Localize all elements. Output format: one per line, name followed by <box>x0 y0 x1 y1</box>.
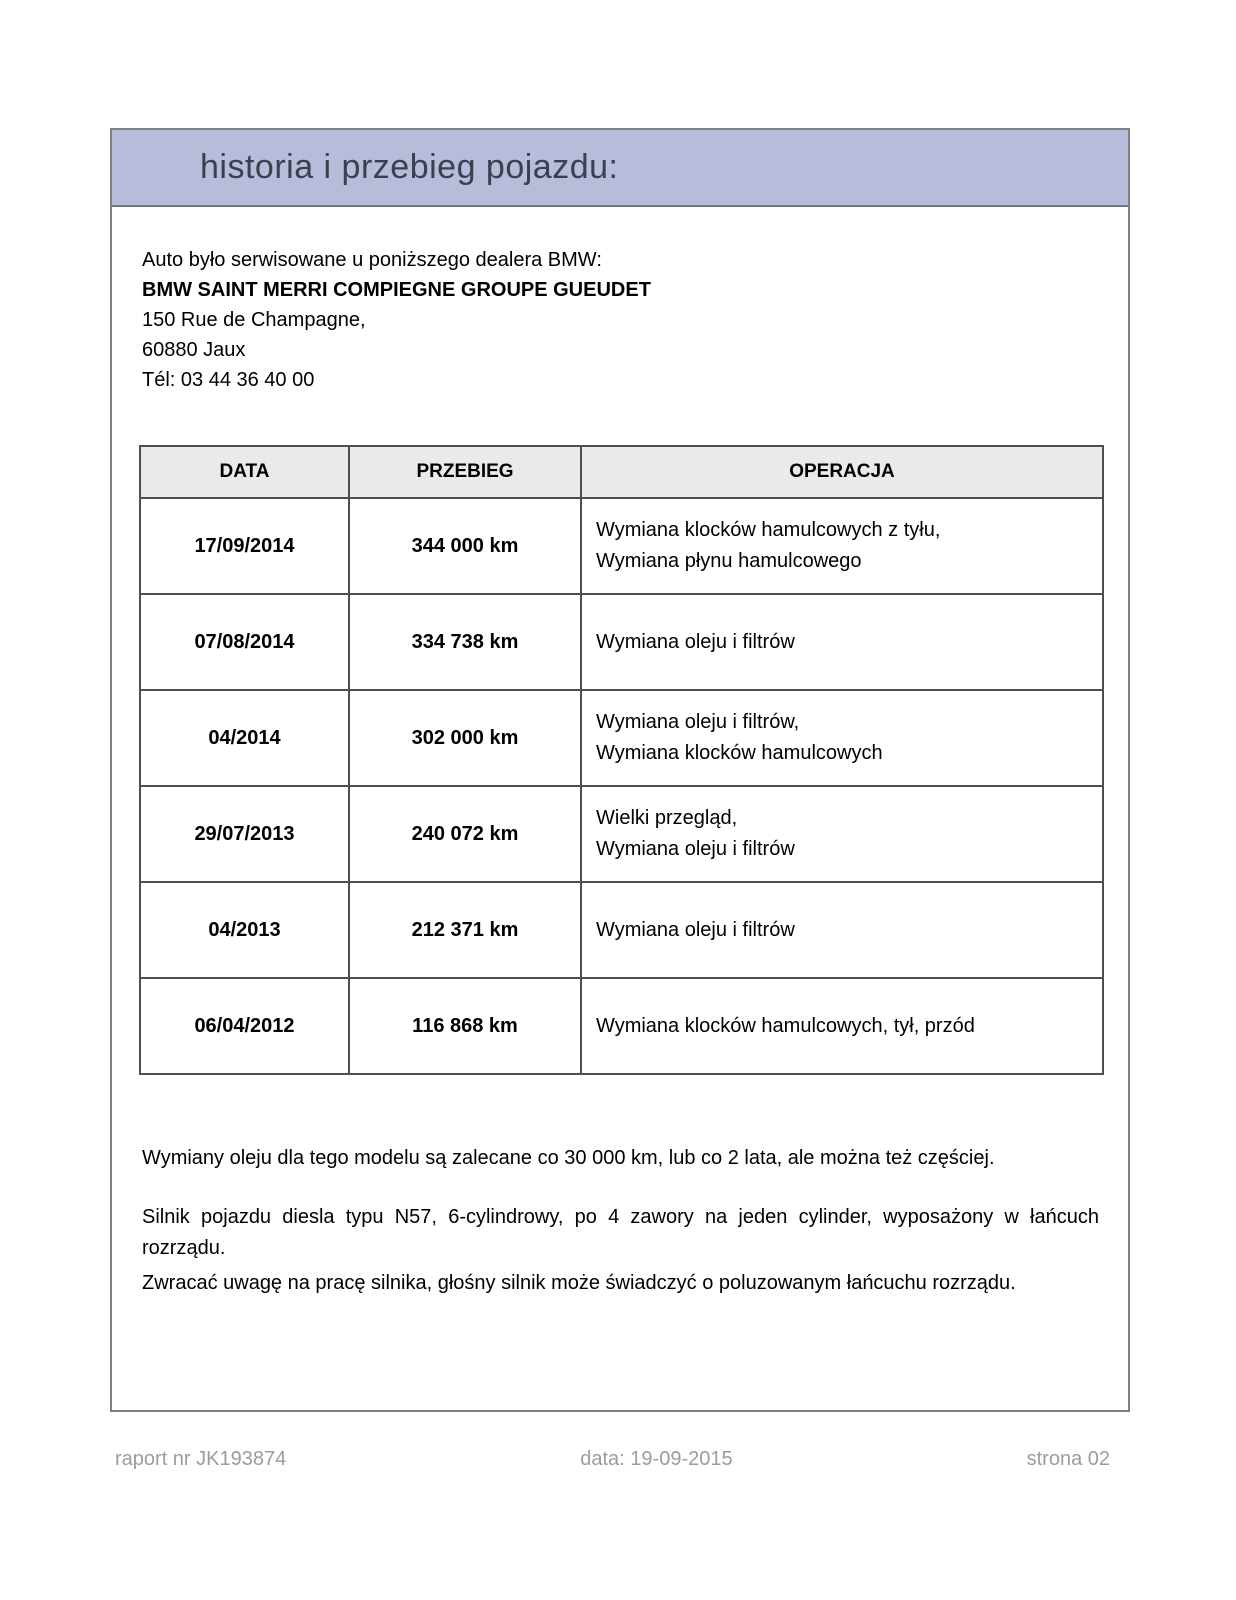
table-row <box>140 978 1103 1074</box>
operation-line: Wymiana oleju i filtrów <box>596 630 795 653</box>
notes-block <box>142 1143 1099 1299</box>
note-oil-interval: Wymiany oleju dla tego modelu są zalecane co 30 000 km, lub co 2 lata, ale można też częściej. <box>142 1147 995 1169</box>
footer-report-number: raport nr JK193874 <box>115 1448 287 1470</box>
page-title: historia i przebieg pojazdu: <box>200 148 619 186</box>
dealer-intro-line: Auto było serwisowane u poniższego dealera BMW: <box>142 249 602 271</box>
dealer-info-block <box>142 245 1128 395</box>
table-header-row <box>140 446 1103 498</box>
mileage-cell: 212 371 km <box>349 882 581 978</box>
operation-line: Wymiana klocków hamulcowych <box>596 742 883 764</box>
table-row <box>140 786 1103 882</box>
date-cell: 07/08/2014 <box>140 594 349 690</box>
operation-cell <box>581 690 1103 786</box>
dealer-phone: Tél: 03 44 36 40 00 <box>142 369 315 391</box>
column-header-date: DATA <box>140 446 349 498</box>
note-engine-type: Silnik pojazdu diesla typu N57, 6-cylindrowy, po 4 zawory na jeden cylinder, wyposażony w łańcuch rozrządu. <box>142 1206 1099 1259</box>
operation-line: Wielki przegląd, <box>596 807 738 829</box>
report-content-box <box>110 128 1130 1412</box>
operation-cell <box>581 786 1103 882</box>
mileage-cell: 240 072 km <box>349 786 581 882</box>
operation-cell <box>581 978 1103 1074</box>
mileage-cell: 302 000 km <box>349 690 581 786</box>
mileage-cell: 344 000 km <box>349 498 581 594</box>
column-header-mileage: PRZEBIEG <box>349 446 581 498</box>
date-cell: 04/2013 <box>140 882 349 978</box>
mileage-cell: 116 868 km <box>349 978 581 1074</box>
section-banner <box>112 130 1128 207</box>
operation-line: Wymiana klocków hamulcowych z tyłu, <box>596 519 941 541</box>
operation-line: Wymiana oleju i filtrów <box>596 918 795 941</box>
table-row <box>140 690 1103 786</box>
table-row <box>140 498 1103 594</box>
dealer-address-line1: 150 Rue de Champagne, <box>142 309 366 331</box>
page-footer <box>115 1448 1110 1471</box>
mileage-cell: 334 738 km <box>349 594 581 690</box>
dealer-address-line2: 60880 Jaux <box>142 339 246 361</box>
operation-line: Wymiana płynu hamulcowego <box>596 550 862 572</box>
footer-date: data: 19-09-2015 <box>580 1448 733 1470</box>
date-cell: 29/07/2013 <box>140 786 349 882</box>
operation-line: Wymiana oleju i filtrów, <box>596 711 800 733</box>
operation-line: Wymiana klocków hamulcowych, tył, przód <box>596 1014 975 1037</box>
dealer-name: BMW SAINT MERRI COMPIEGNE GROUPE GUEUDET <box>142 279 651 301</box>
date-cell: 04/2014 <box>140 690 349 786</box>
table-row <box>140 882 1103 978</box>
operation-cell <box>581 594 1103 690</box>
history-table-body <box>140 498 1103 1074</box>
table-row <box>140 594 1103 690</box>
date-cell: 17/09/2014 <box>140 498 349 594</box>
column-header-operation: OPERACJA <box>581 446 1103 498</box>
date-cell: 06/04/2012 <box>140 978 349 1074</box>
footer-page-number: strona 02 <box>1026 1448 1110 1470</box>
service-history-table <box>139 445 1104 1075</box>
operation-cell <box>581 882 1103 978</box>
note-engine-warning: Zwracać uwagę na pracę silnika, głośny silnik może świadczyć o poluzowanym łańcuchu rozrządu. <box>142 1272 1016 1294</box>
operation-cell <box>581 498 1103 594</box>
operation-line: Wymiana oleju i filtrów <box>596 838 795 860</box>
